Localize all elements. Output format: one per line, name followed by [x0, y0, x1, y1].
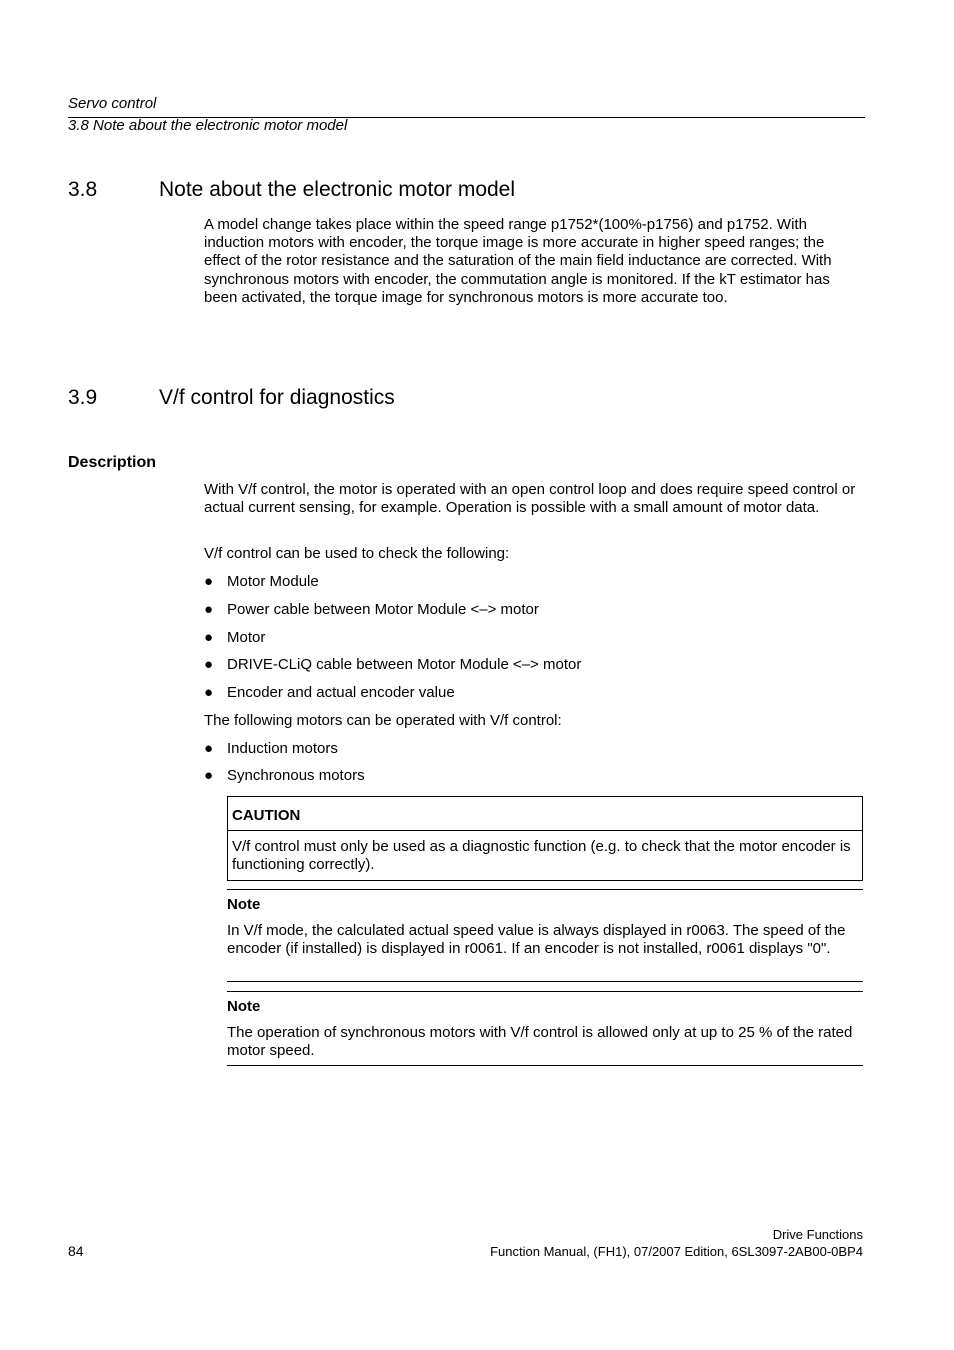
intro-paragraph: With V/f control, the motor is operated with an open control loop and does require speed control or actual current sensing, for example. Operation is possible with a small amount of motor data. — [204, 481, 856, 517]
note-label: Note — [227, 896, 261, 913]
bullet-icon: ● — [204, 601, 214, 618]
section-number: 3.9 — [68, 386, 98, 409]
section-title: Note about the electronic motor model — [159, 178, 516, 201]
running-header-chapter: Servo control — [68, 95, 157, 112]
footer-manual: Function Manual, (FH1), 07/2007 Edition, 6SL3097-2AB00-0BP4 — [490, 1244, 863, 1259]
header-rule — [68, 117, 865, 118]
description-heading: Description — [68, 454, 157, 471]
section-3-8-heading — [68, 178, 858, 204]
note-bottom-rule — [227, 1065, 863, 1066]
note-top-rule — [227, 889, 863, 890]
bullet-icon: ● — [204, 629, 214, 646]
note-label: Note — [227, 998, 261, 1015]
bullet-icon: ● — [204, 684, 214, 701]
running-header-section: 3.8 Note about the electronic motor model — [68, 117, 348, 134]
note-top-rule — [227, 991, 863, 992]
caution-label: CAUTION — [228, 797, 862, 831]
caution-box — [227, 796, 863, 881]
note-bottom-rule — [227, 981, 863, 982]
bullet-icon: ● — [204, 740, 214, 757]
section-3-9-heading — [68, 386, 858, 412]
motors-intro: The following motors can be operated with V/f control: — [204, 712, 562, 729]
bullet-icon: ● — [204, 573, 214, 590]
note-text: In V/f mode, the calculated actual speed value is always displayed in r0063. The speed of the encoder (if installed) is displayed in r0061. If an encoder is not installed, r0061 displays "0". — [227, 922, 846, 958]
note-block — [227, 998, 863, 1015]
section-number: 3.8 — [68, 178, 98, 201]
caution-text: V/f control must only be used as a diagnostic function (e.g. to check that the motor encoder is functioning correctly). — [232, 838, 851, 874]
bullet-icon: ● — [204, 656, 214, 673]
note-block — [227, 896, 863, 913]
section-title: V/f control for diagnostics — [159, 386, 395, 409]
footer-title: Drive Functions — [772, 1227, 863, 1242]
section-3-8-paragraph: A model change takes place within the speed range p1752*(100%-p1756) and p1752. With induction motors with encoder, the torque image is more accurate in higher speed ranges; the effect of the rotor resistance and the saturation of the main field inductance are corrected. With synchronous motors with encoder, the commutation angle is monitored. If the kT estimator has been activated, the torque image for synchronous motors is more accurate too. — [204, 216, 832, 306]
note-text: The operation of synchronous motors with V/f control is allowed only at up to 25 % of the rated motor speed. — [227, 1024, 853, 1060]
page-number: 84 — [68, 1243, 84, 1259]
check-intro: V/f control can be used to check the following: — [204, 545, 510, 562]
bullet-icon: ● — [204, 767, 214, 784]
